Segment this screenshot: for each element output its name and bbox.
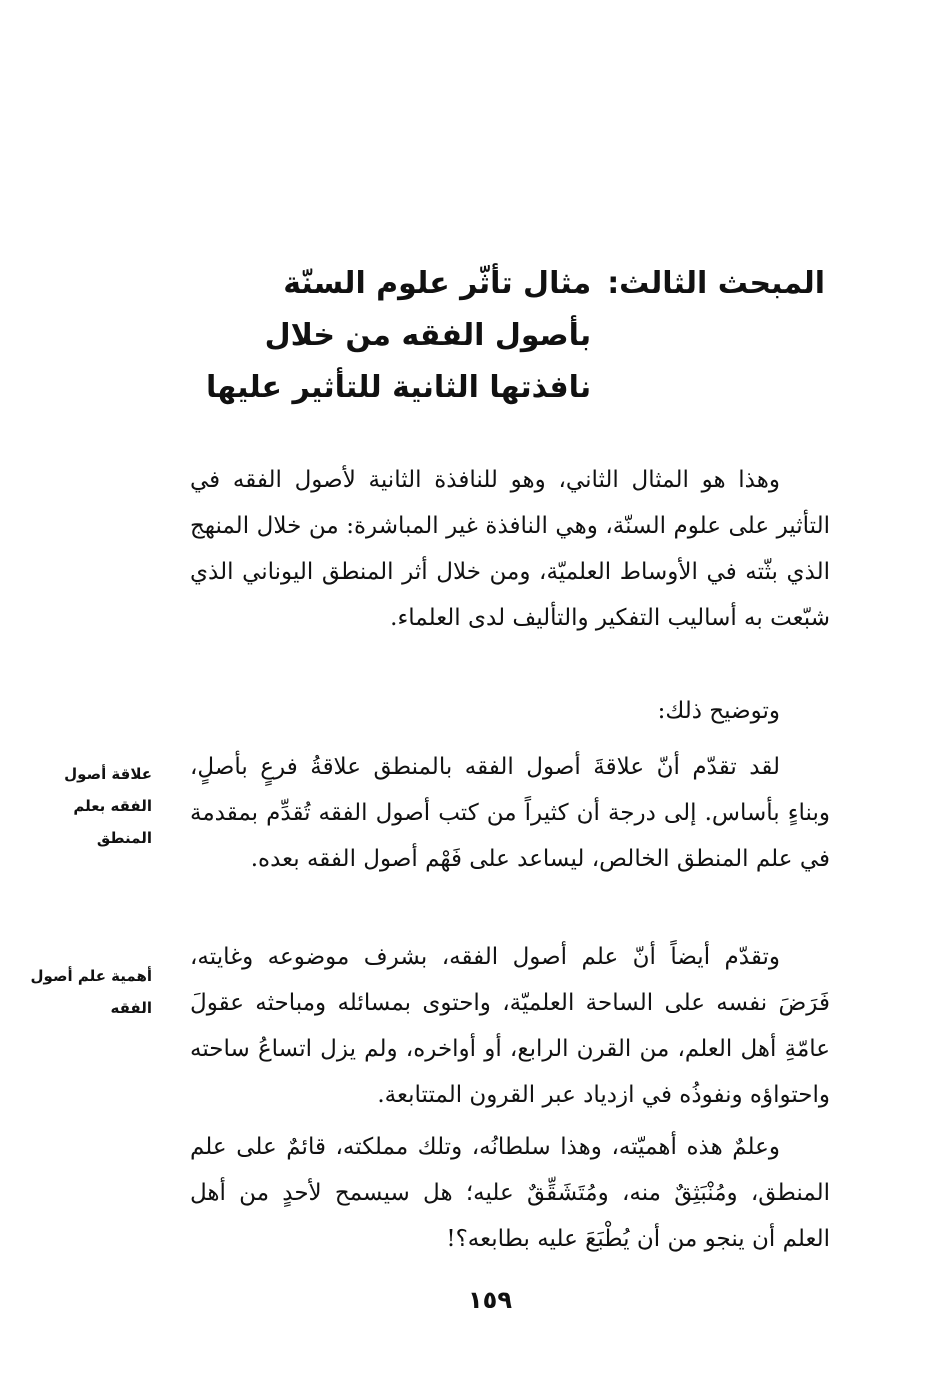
section-label: المبحث الثالث: [607,266,825,301]
section-heading [190,258,825,414]
paragraph-importance: وتقدّم أيضاً أنّ علم أصول الفقه، بشرف موضوعه وغايته، فَرَضَ نفسه على الساحة العلميّة، واحتوى بمسائله ومباحثه عقولَ عامّةِ أهل العلم، من القرن الرابع، أو أواخره، ولم يزل اتساعُ ساحته واحتواؤه ونفوذُه في ازدياد عبر القرون المتتابعة. [190,944,830,1108]
margin-note-importance: أهمية علم أصول الفقه [30,967,152,1017]
paragraph-intro: وهذا هو المثال الثاني، وهو للنافذة الثانية لأصول الفقه في التأثير على علوم السنّة، وهي النافذة غير المباشرة: من خلال المنهج الذي بثّته في الأوساط العلميّة، ومن خلال أثر المنطق اليوناني الذي شبّعت به أساليب التفكير والتأليف لدى العلماء. [190,467,830,631]
paragraph-logic-relation: لقد تقدّم أنّ علاقةَ أصول الفقه بالمنطق علاقةُ فرعٍ بأصلٍ، وبناءٍ بأساس. إلى درجة أن كثيراً من كتب أصول الفقه تُقدِّم بمقدمة في علم المنطق الخالص، ليساعد على فَهْم أصول الفقه بعده. [190,754,830,872]
section-title: مثال تأثّر علوم السنّة بأصول الفقه من خلال نافذتها الثانية للتأثير عليها [206,266,592,405]
page-number: ١٥٩ [468,1286,512,1314]
paragraph-clarification: وتوضيح ذلك: [657,698,780,724]
paragraph-conclusion: وعلمٌ هذه أهميّته، وهذا سلطانُه، وتلك مملكته، قائمٌ على علم المنطق، ومُنْبَثِقٌ منه، ومُتَشَقِّقٌ عليه؛ هل سيسمح لأحدٍ من أهل العلم أن ينجو من أن يُطْبَعَ عليه بطابعه؟! [190,1134,830,1252]
margin-note-logic-relation: علاقة أصول الفقه بعلم المنطق [64,765,152,847]
